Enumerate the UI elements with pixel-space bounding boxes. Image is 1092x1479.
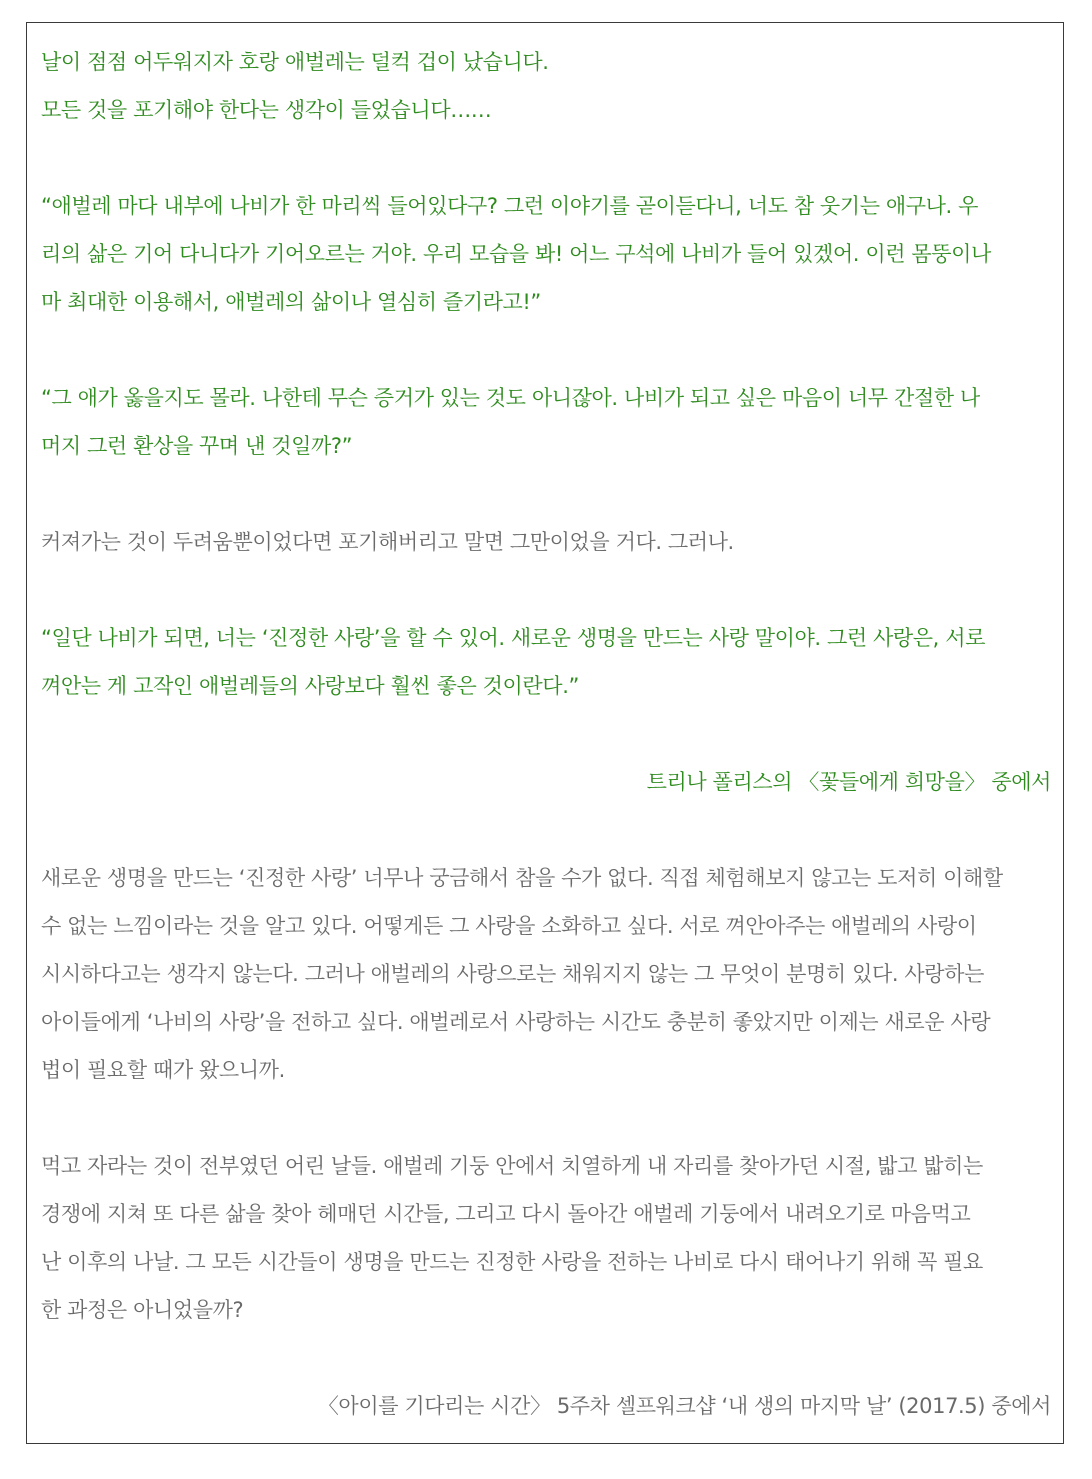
text-line: 모든 것을 포기해야 한다는 생각이 들었습니다…… — [41, 98, 492, 122]
text-line: 머지 그런 환상을 꾸며 낸 것일까?” — [41, 434, 353, 458]
essay-source-citation — [41, 1382, 1051, 1430]
text-line: 아이들에게 ‘나비의 사랑’을 전하고 싶다. 애벌레로서 사랑하는 시간도 충분히 좋았지만 이제는 새로운 사랑 — [41, 1010, 991, 1034]
text-line: 날이 점점 어두워지자 호랑 애벌레는 덜컥 겁이 났습니다. — [41, 50, 549, 74]
text-line: 커져가는 것이 두려움뿐이었다면 포기해버리고 말면 그만이었을 거다. 그러나. — [41, 530, 734, 554]
text-line: 시시하다고는 생각지 않는다. 그러나 애벌레의 사랑으로는 채워지지 않는 그 무엇이 분명히 있다. 사랑하는 — [41, 962, 984, 986]
text-line: 마 최대한 이용해서, 애벌레의 삶이나 열심히 즐기라고!” — [41, 290, 541, 314]
text-line: 한 과정은 아니었을까? — [41, 1298, 244, 1322]
text-line: “그 애가 옳을지도 몰라. 나한테 무슨 증거가 있는 것도 아니잖아. 나비가 되고 싶은 마음이 너무 간절한 나 — [41, 386, 980, 410]
quote-passage-4 — [41, 614, 1051, 710]
text-line: “애벌레 마다 내부에 나비가 한 마리씩 들어있다구? 그런 이야기를 곧이듣다니, 너도 참 웃기는 애구나. 우 — [41, 194, 978, 218]
text-line: 법이 필요할 때가 왔으니까. — [41, 1058, 285, 1082]
citation-line: 〈아이를 기다리는 시간〉 5주차 셀프워크샵 ‘내 생의 마지막 날’ (2017.5) 중에서 — [317, 1394, 1051, 1418]
text-line: 수 없는 느낌이라는 것을 알고 있다. 어떻게든 그 사랑을 소화하고 싶다. 서로 껴안아주는 애벌레의 사랑이 — [41, 914, 977, 938]
text-line: 먹고 자라는 것이 전부였던 어린 날들. 애벌레 기둥 안에서 치열하게 내 자리를 찾아가던 시절, 밟고 밟히는 — [41, 1154, 983, 1178]
text-line: 새로운 생명을 만드는 ‘진정한 사랑’ 너무나 궁금해서 참을 수가 없다. 직접 체험해보지 않고는 도저히 이해할 — [41, 866, 1003, 890]
essay-paragraph-2 — [41, 854, 1051, 1094]
text-line: “일단 나비가 되면, 너는 ‘진정한 사랑’을 할 수 있어. 새로운 생명을 만드는 사랑 말이야. 그런 사랑은, 서로 — [41, 626, 985, 650]
quote-passage-2 — [41, 182, 1051, 326]
quote-passage-3 — [41, 374, 1051, 470]
essay-paragraph-3 — [41, 1142, 1051, 1334]
article-body — [41, 38, 1051, 1430]
text-line: 난 이후의 나날. 그 모든 시간들이 생명을 만드는 진정한 사랑을 전하는 나비로 다시 태어나기 위해 꼭 필요 — [41, 1250, 983, 1274]
essay-paragraph-1 — [41, 518, 1051, 566]
quote-passage-1 — [41, 38, 1051, 134]
text-line: 경쟁에 지쳐 또 다른 삶을 찾아 헤매던 시간들, 그리고 다시 돌아간 애벌레 기둥에서 내려오기로 마음먹고 — [41, 1202, 971, 1226]
citation-line: 트리나 폴리스의 〈꽃들에게 희망을〉 중에서 — [646, 770, 1051, 794]
text-line: 리의 삶은 기어 다니다가 기어오르는 거야. 우리 모습을 봐! 어느 구석에 나비가 들어 있겠어. 이런 몸뚱이나 — [41, 242, 991, 266]
text-line: 껴안는 게 고작인 애벌레들의 사랑보다 훨씬 좋은 것이란다.” — [41, 674, 579, 698]
quote-source-citation — [41, 758, 1051, 806]
